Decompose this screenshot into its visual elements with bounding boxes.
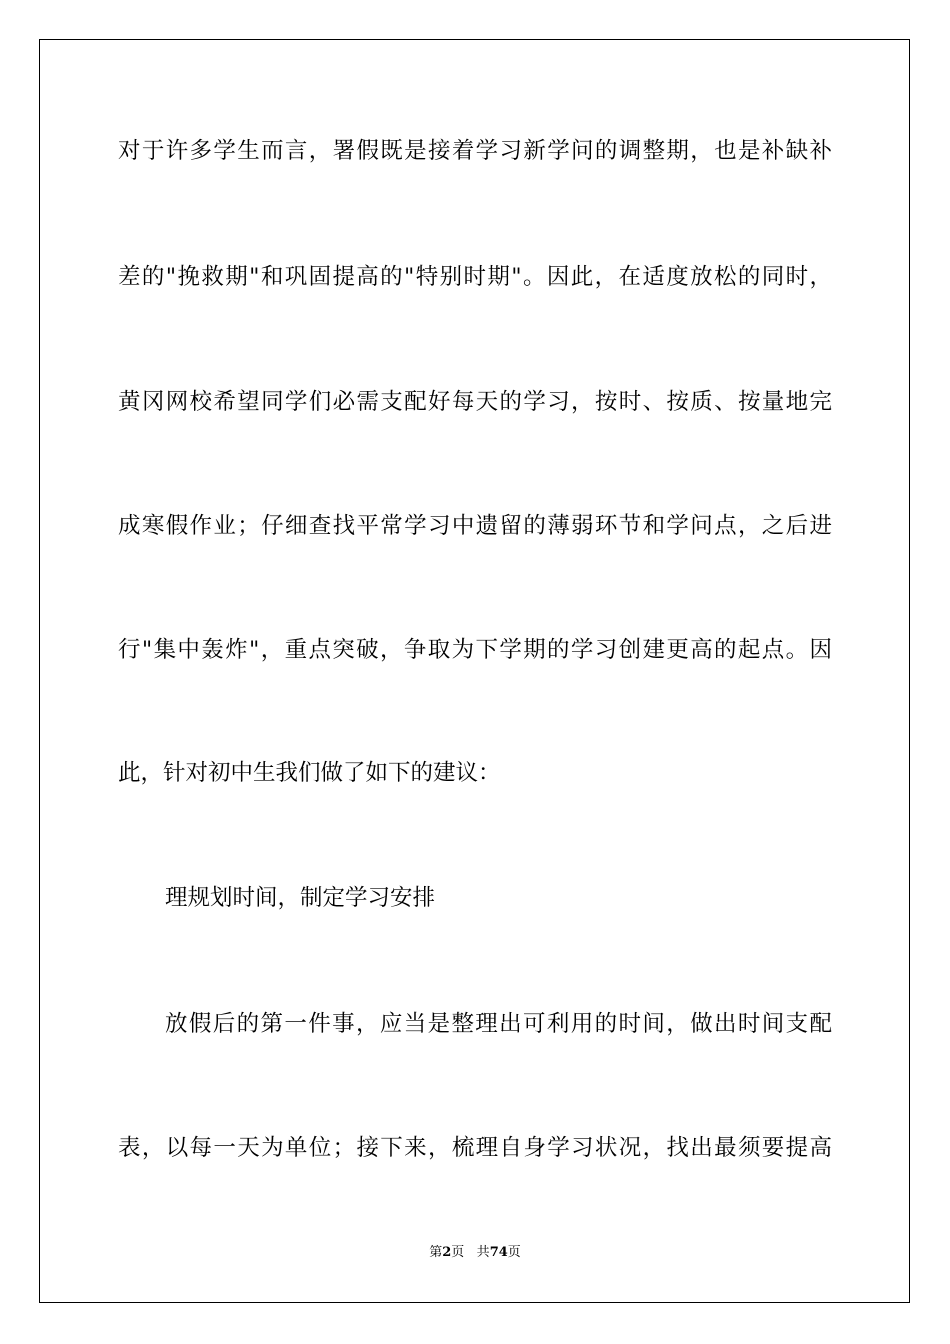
- footer-page-number: 2: [442, 1245, 452, 1260]
- body-text-line-6: 此，针对初中生我们做了如下的建议：: [118, 760, 501, 786]
- footer-page-suffix: 页: [451, 1245, 465, 1260]
- page-border: [39, 39, 910, 1303]
- body-text-line-3: 黄冈网校希望同学们必需支配好每天的学习，按时、按质、按量地完: [118, 389, 832, 415]
- page-footer: [0, 1245, 950, 1261]
- footer-page-prefix: 第: [429, 1245, 443, 1260]
- footer-total-prefix: 共: [476, 1245, 490, 1260]
- section-heading: 理规划时间，制定学习安排: [165, 885, 436, 911]
- footer-total-pages: 74: [489, 1245, 508, 1260]
- body-text-line-5: 行"集中轰炸"，重点突破，争取为下学期的学习创建更高的起点。因: [118, 637, 832, 663]
- body-text-line-2: 差的"挽救期"和巩固提高的"特别时期"。因此，在适度放松的同时，: [118, 264, 832, 290]
- body-text-line-9: 表，以每一天为单位；接下来，梳理自身学习状况，找出最须要提高: [118, 1135, 832, 1161]
- body-text-line-1: 对于许多学生而言，署假既是接着学习新学问的调整期，也是补缺补: [118, 138, 832, 164]
- body-text-line-8: 放假后的第一件事，应当是整理出可利用的时间，做出时间支配: [165, 1011, 832, 1037]
- body-text-line-4: 成寒假作业；仔细查找平常学习中遗留的薄弱环节和学问点，之后进: [118, 513, 832, 539]
- footer-total-suffix: 页: [507, 1245, 521, 1260]
